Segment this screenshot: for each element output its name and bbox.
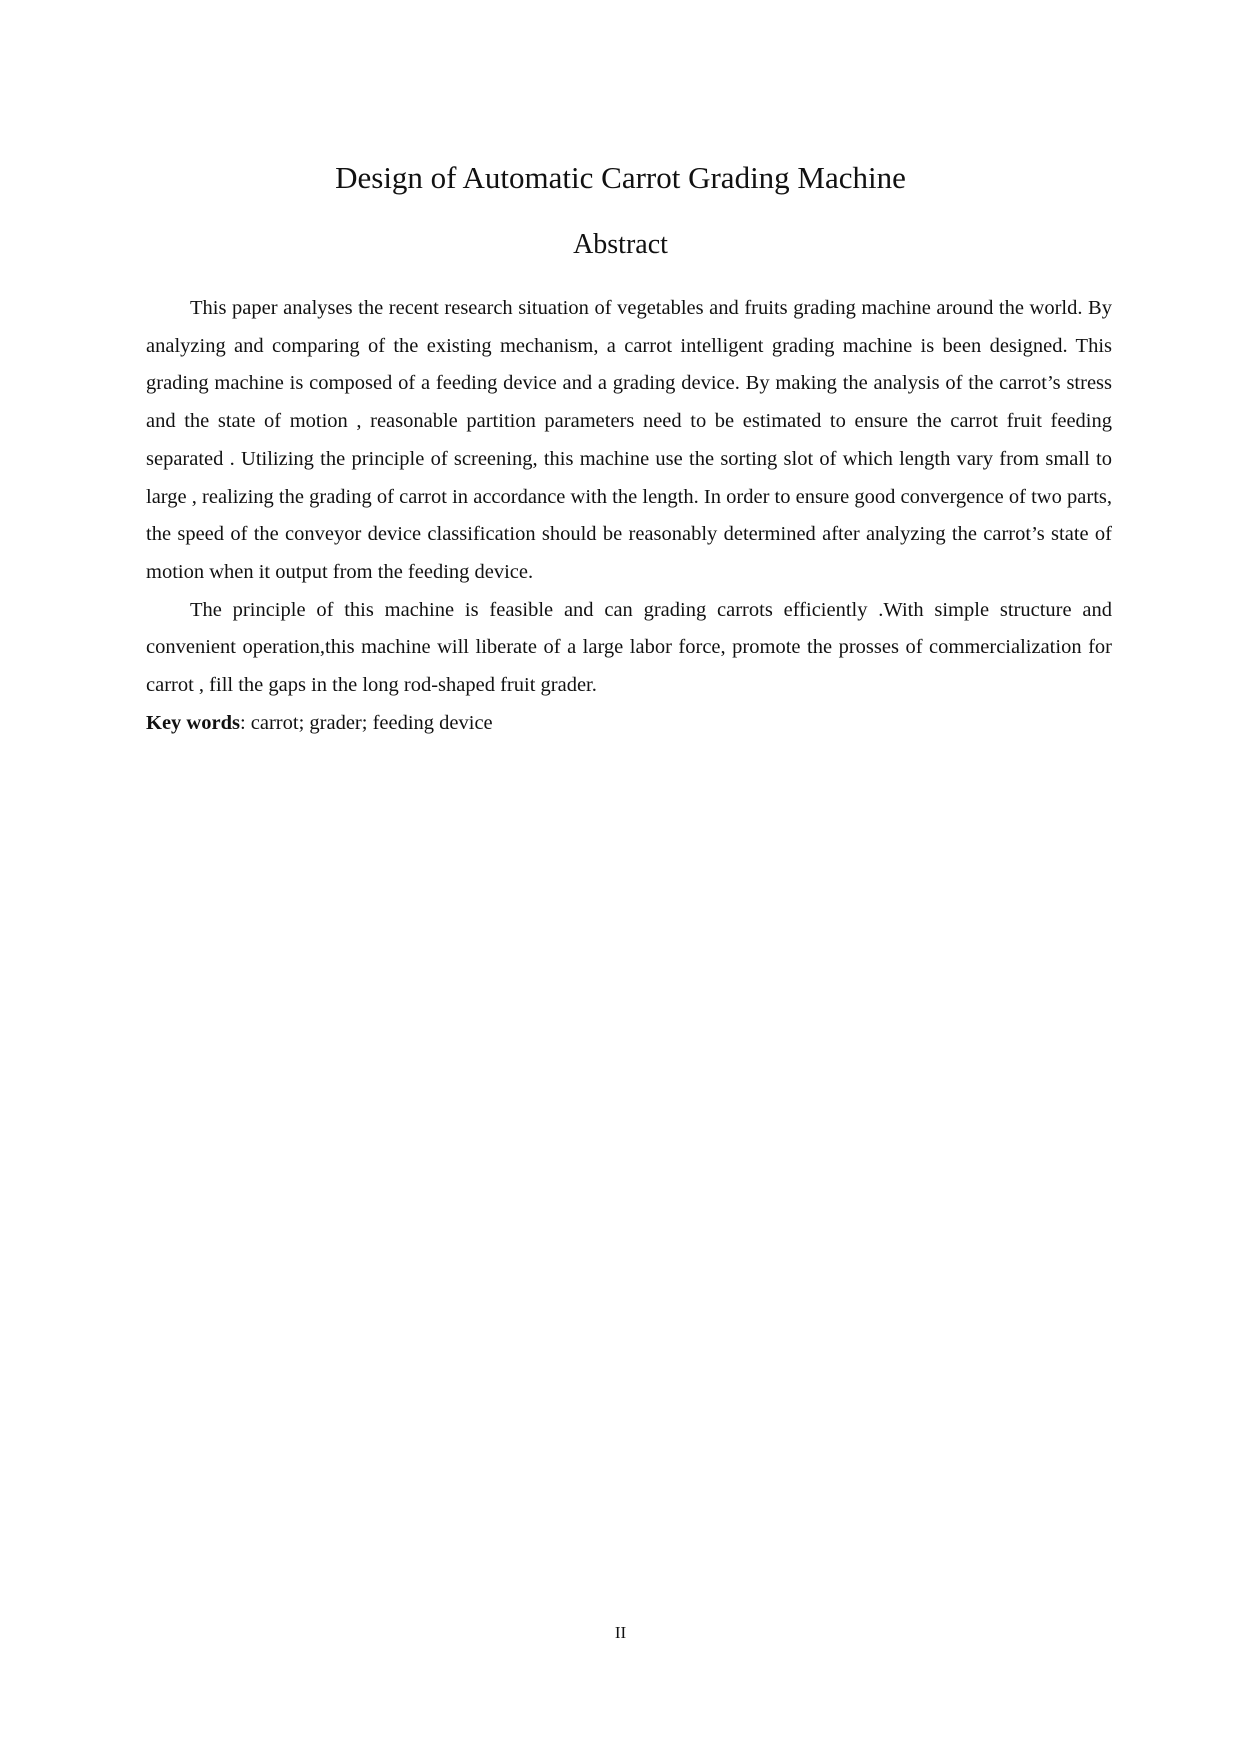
keywords-label: Key words <box>146 711 240 734</box>
abstract-paragraph-2: The principle of this machine is feasible and can grading carrots efficiently .With simple structure and convenient operation,this machine will liberate of a large labor force, promote the prosses of commercialization for carrot , fill the gaps in the long rod-shaped fruit grader. <box>146 598 1112 697</box>
keywords-text: : carrot; grader; feeding device <box>239 711 493 734</box>
page-number: II <box>614 1623 627 1642</box>
abstract-paragraph-1: This paper analyses the recent research situation of vegetables and fruits grading machine around the world. By analyzing and comparing of the existing mechanism, a carrot intelligent grading machine is been designed. This grading machine is composed of a feeding device and a grading device. By making the analysis of the carrot’s stress and the state of motion , reasonable partition parameters need to be estimated to ensure the carrot fruit feeding separated . Utilizing the principle of screening, this machine use the sorting slot of which length vary from small to large , realizing the grading of carrot in accordance with the length. In order to ensure good convergence of two parts, the speed of the conveyor device classification should be reasonably determined after analyzing the carrot’s state of motion when it output from the feeding device. <box>146 297 1112 583</box>
abstract-body <box>146 290 1112 742</box>
abstract-heading: Abstract <box>573 229 668 260</box>
keywords-line <box>146 705 1112 743</box>
document-title: Design of Automatic Carrot Grading Machine <box>335 160 906 195</box>
